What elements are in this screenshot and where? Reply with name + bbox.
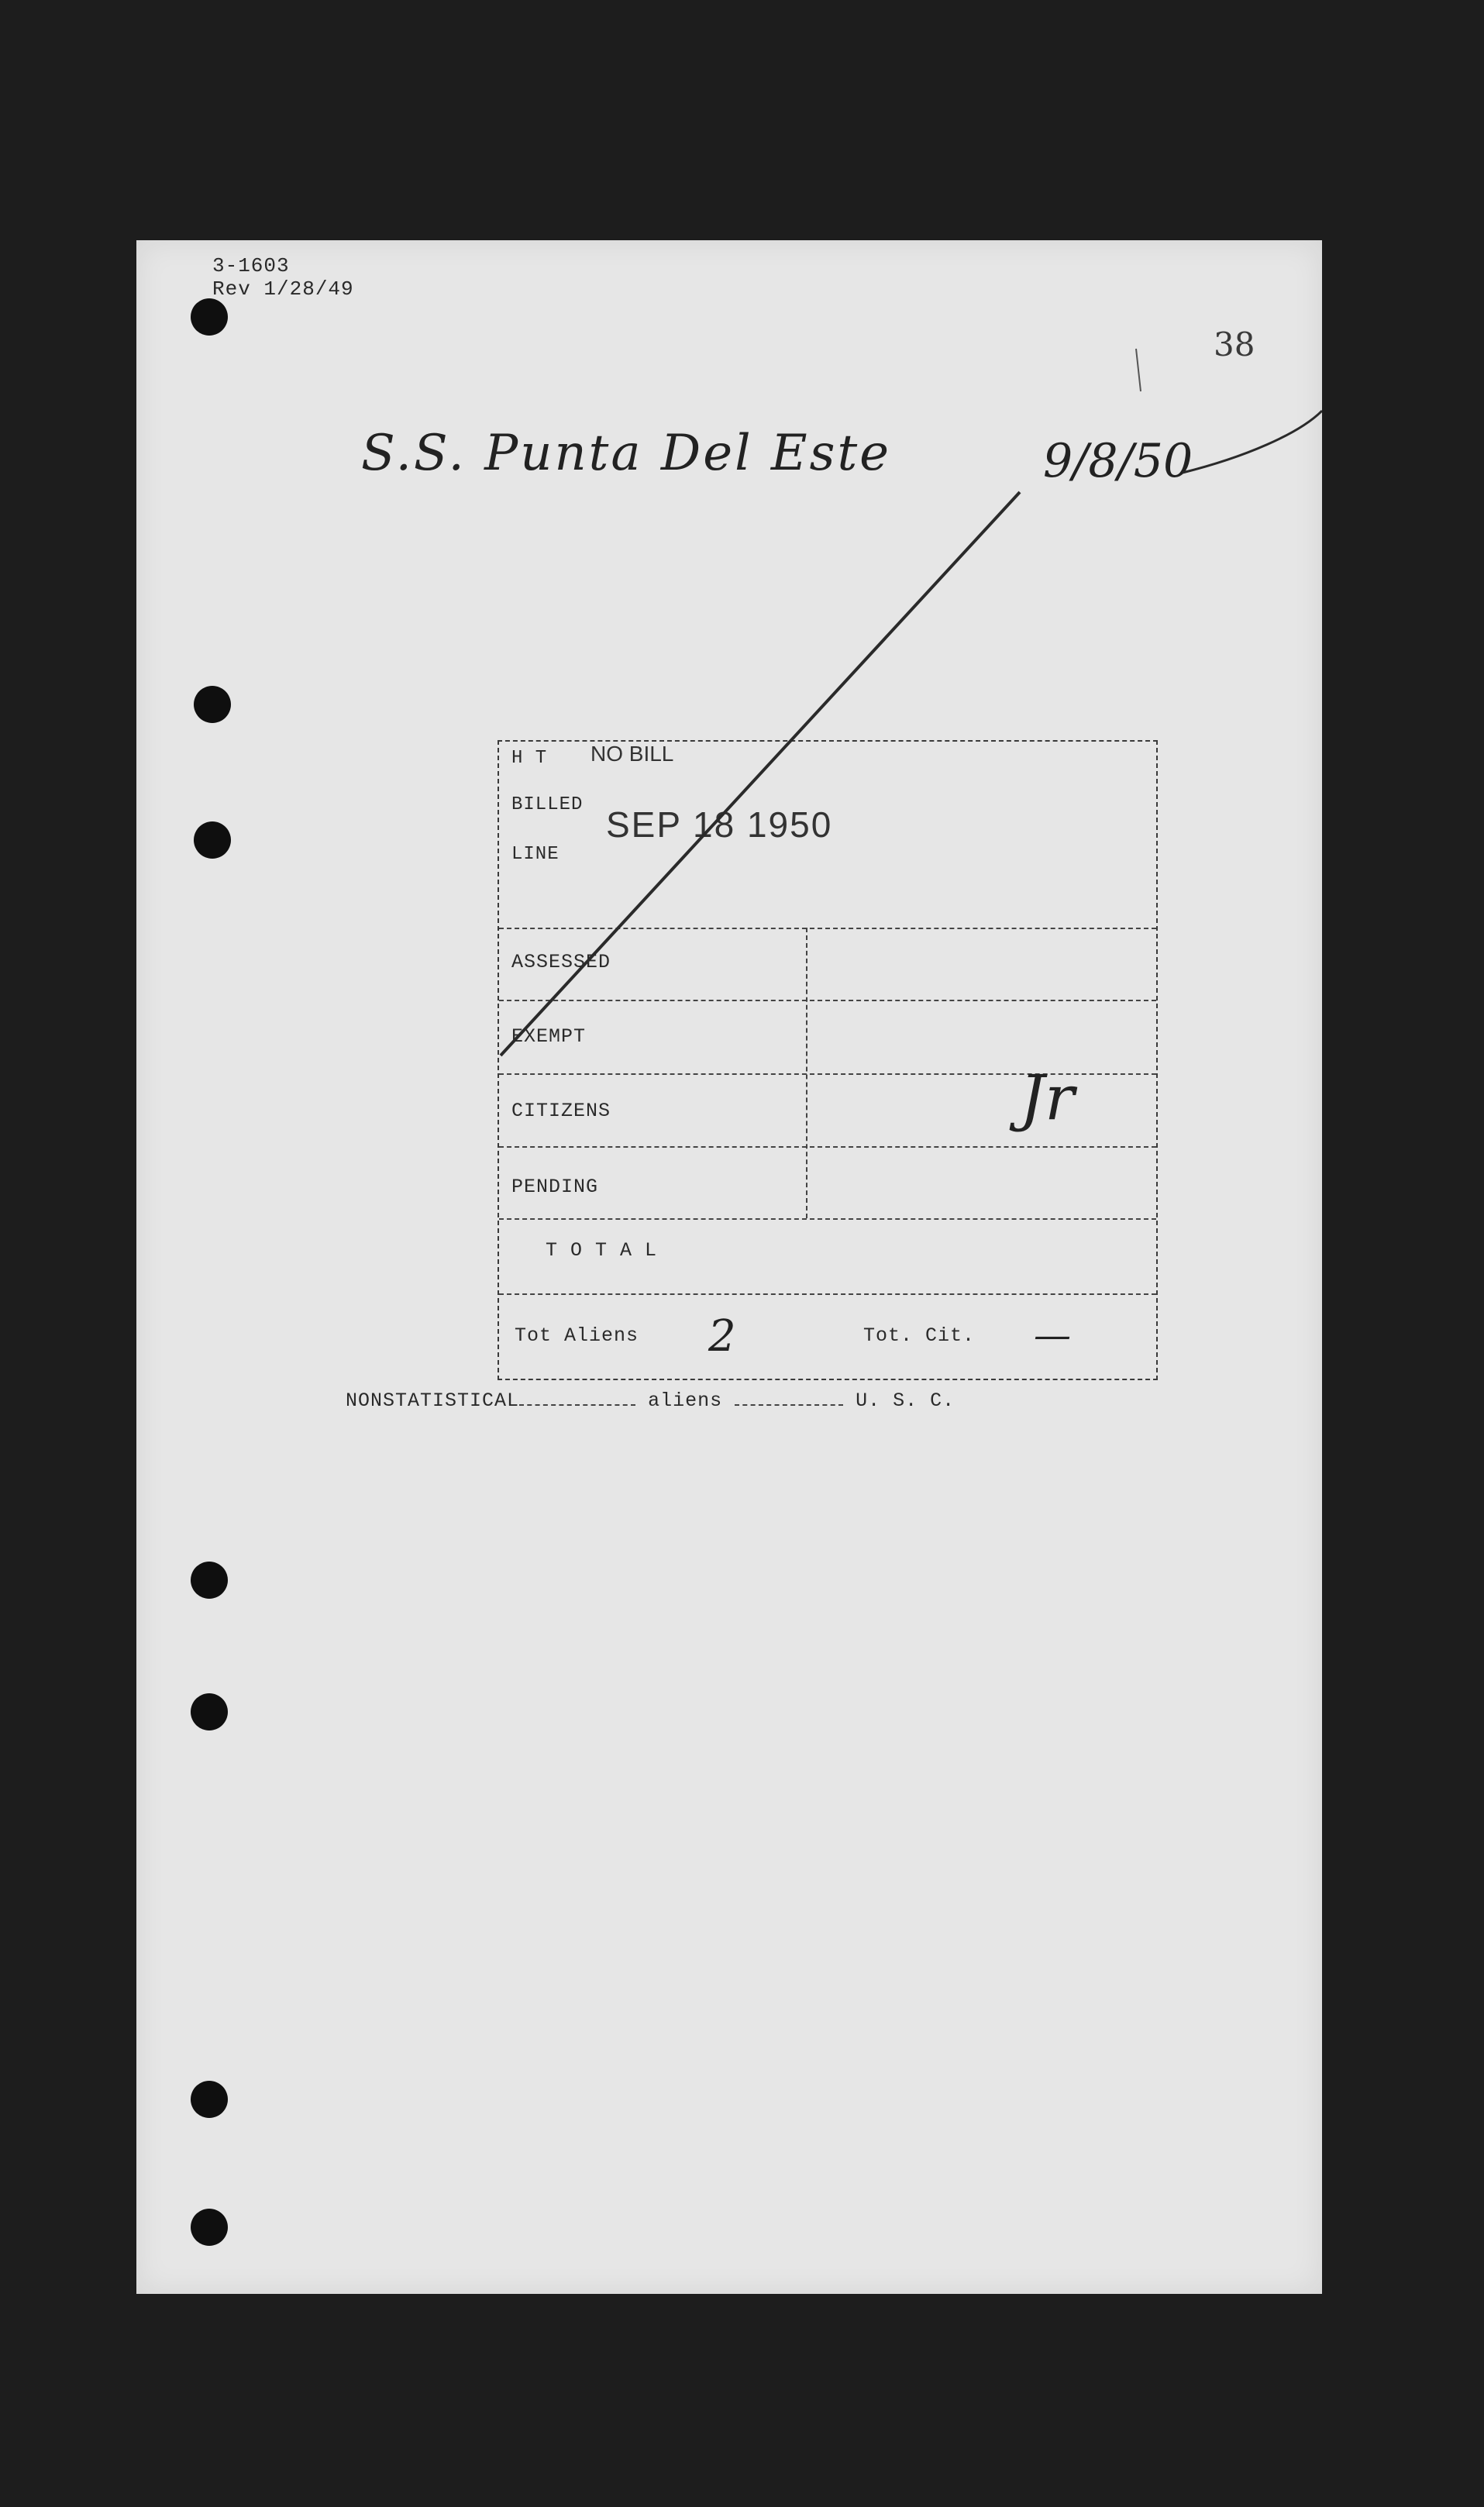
page-number: 38 — [1214, 325, 1255, 363]
date-underline-stroke — [1183, 411, 1322, 473]
no-bill-stamp: NO BILL — [591, 742, 674, 766]
usc-label: U. S. C. — [856, 1390, 955, 1412]
nonstatistical-label: NONSTATISTICAL — [346, 1390, 520, 1412]
pending-label: PENDING — [511, 1176, 599, 1198]
tot-aliens-value: 2 — [708, 1311, 736, 1362]
tot-cit-label: Tot. Cit. — [863, 1324, 976, 1347]
line-label: LINE — [511, 844, 560, 865]
citizens-label: CITIZENS — [511, 1100, 611, 1122]
form-revision: Rev 1/28/49 — [212, 277, 354, 301]
exempt-label: EXEMPT — [511, 1025, 587, 1048]
form-code: 3-1603 — [212, 254, 290, 277]
document-page — [136, 240, 1322, 2294]
pen-strokes — [136, 240, 1322, 2294]
tick-mark — [1136, 349, 1141, 391]
diagonal-strike-line — [501, 492, 1020, 1055]
billed-label: BILLED — [511, 794, 584, 815]
aliens-label: aliens — [648, 1390, 723, 1412]
assessed-label: ASSESSED — [511, 951, 611, 973]
ht-label: H T — [511, 748, 548, 769]
ship-name-handwritten: S.S. Punta Del Este — [361, 425, 892, 482]
tot-aliens-label: Tot Aliens — [515, 1324, 639, 1347]
billed-date-stamp: SEP 18 1950 — [606, 804, 833, 845]
total-label: T O T A L — [546, 1239, 658, 1262]
date-handwritten: 9/8/50 — [1043, 434, 1193, 488]
initials-handwritten: Jr — [1020, 1062, 1075, 1134]
tot-cit-value: — — [1034, 1314, 1071, 1357]
